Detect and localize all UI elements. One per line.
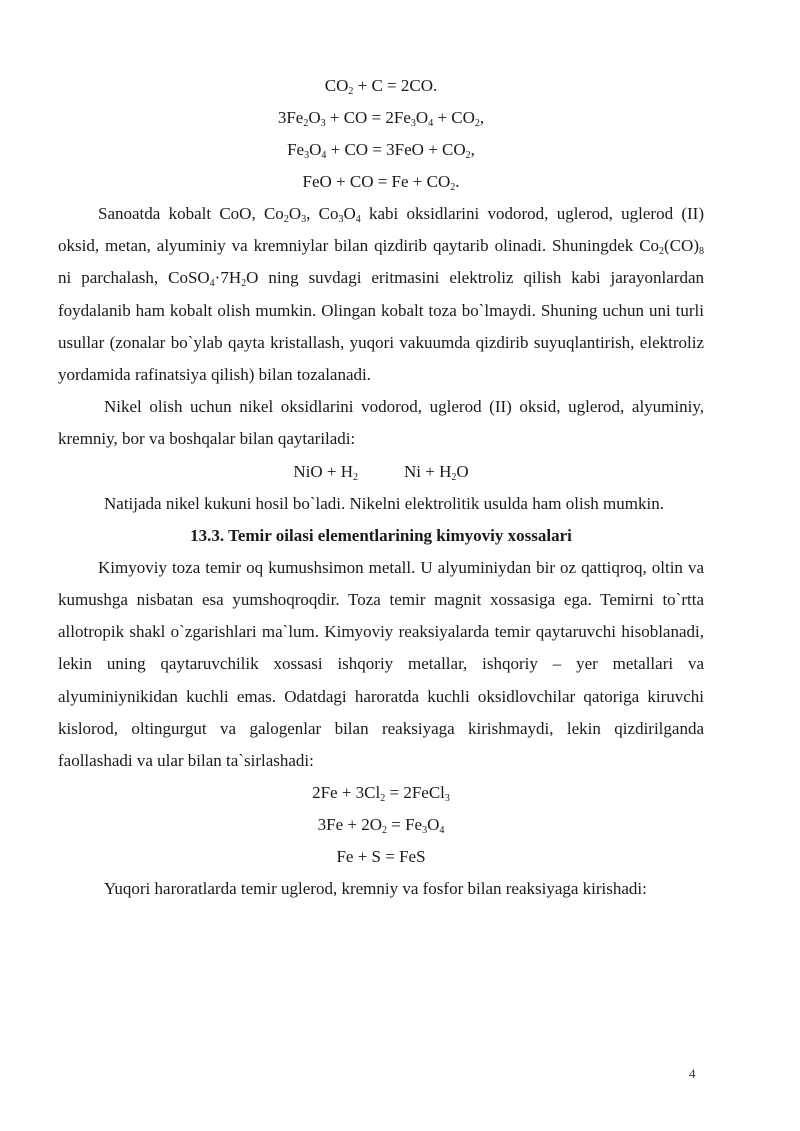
paragraph-high-temperature: Yuqori haroratlarda temir uglerod, kremniy va fosfor bilan reaksiyaga kirishadi: bbox=[104, 879, 647, 899]
equation-line: Fe + S = FeS bbox=[336, 847, 426, 867]
equation-nickel-left: NiO + $H_2$ bbox=[293, 461, 358, 483]
equation-line: $3Fe + 2O_2 = Fe_3O_4$ bbox=[317, 815, 445, 837]
document-page bbox=[58, 70, 704, 905]
paragraph-cobalt: Sanoatda kobalt CoO, $Co_2O_3$, $Co_3O_4$ kabi oksidlarini vodorod, uglerod, uglerod (II) oksid, metan, alyuminiy va kremniylar bilan qizdirib qaytarib olinadi. Shuningdek $Co_2(CO)_8$ ni parchalash, $CoSO_4\cdot 7H_2O$ ning suvdagi eritmasini elektroliz qilish kabi jarayonlardan foydalanib ham kobalt olish mumkin. Olingan kobalt toza bo`lmaydi. Shuning uchun uni turli usullar (zonalar bo`ylab qayta kristallash, yuqori vakuumda qizdirib suyuqlantirish, elektroliz yordamida rafinatsiya qilish) bilan tozalanadi. bbox=[58, 204, 704, 385]
page-number: 4 bbox=[689, 1066, 696, 1081]
paragraph-nickel-result: Natijada nikel kukuni hosil bo`ladi. Nikelni elektrolitik usulda ham olish mumkin. bbox=[104, 493, 664, 513]
section-heading: 13.3. Temir oilasi elementlarining kimyoviy xossalari bbox=[190, 525, 572, 545]
equation-nickel-right: $Ni + H_2O$ bbox=[404, 461, 469, 483]
equation-line: FeO + CO = $Fe + CO_2$. bbox=[302, 172, 460, 193]
equation-nickel bbox=[58, 456, 704, 488]
equation-line: $2Fe + 3Cl_2$ = 2FeCl$_3$ bbox=[312, 783, 450, 805]
equation-line: $CO_2 + C = 2CO$. bbox=[324, 76, 438, 97]
paragraph-iron: Kimyoviy toza temir oq kumushsimon metall. U alyuminiydan bir oz qattiqroq, oltin va kumushga nisbatan esa yumshoqroqdir. Toza temir magnit xossasiga ega. Temirni to`rtta allotropik shakl o`zgarishlari ma`lum. Kimyoviy reaksiyalarda temir qaytaruvchi hisoblanadi, lekin uning qaytaruvchilik xossasi ishqoriy metallar, ishqoriy – yer metallari va alyuminiynikidan kuchli emas. Odatdagi haroratda kuchli oksidlovchilar qatoriga kiruvchi kislorod, oltingurgut va galogenlar bilan reaksiyaga kirishmaydi, lekin qizdirilganda faollashadi va ular bilan ta`sirlashadi: bbox=[58, 557, 704, 771]
paragraph-nickel: Nikel olish uchun nikel oksidlarini vodorod, uglerod (II) oksid, uglerod, alyuminiy, kremniy, bor va boshqalar bilan qaytariladi: bbox=[58, 397, 704, 449]
equation-line: $3Fe_2O_3$ + CO = $2Fe_3O_4 + CO_2$, bbox=[277, 108, 485, 129]
equation-line: $Fe_3O_4$ + CO = $3FeO + CO_2$, bbox=[287, 140, 475, 161]
